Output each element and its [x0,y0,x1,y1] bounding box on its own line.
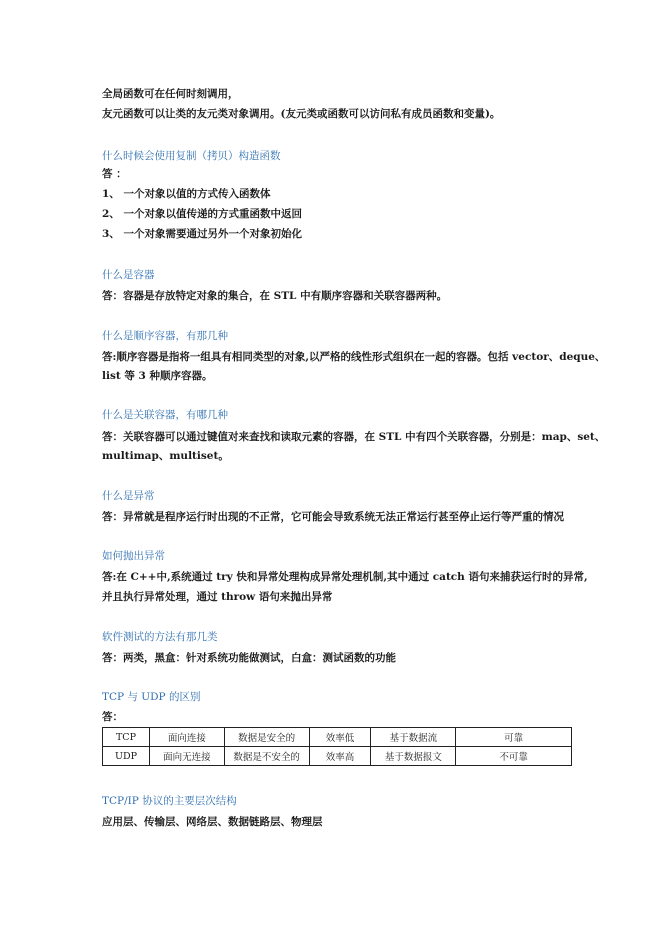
paragraph: list 等 3 种顺序容器。 [102,370,213,382]
paragraph: 答:在 C++中,系统通过 try 快和异常处理构成异常处理机制,其中通过 catch 语句来捕获运行时的异常, [102,571,588,583]
tcp-udp-table [102,727,572,766]
answer-label: 答： [102,711,123,723]
table-row [103,728,572,747]
table-cell: 不可靠 [456,747,572,766]
table-cell: 面向无连接 [149,747,224,766]
paragraph: multimap、multiset。 [102,450,229,462]
list-item: 2、 一个对象以值传递的方式重函数中返回 [102,208,302,220]
paragraph: 答：异常就是程序运行时出现的不正常，它可能会导致系统无法正常运行甚至停止运行等严重的情况 [102,511,564,523]
table-cell: 基于数据报文 [371,747,456,766]
section-heading-associative-container: 什么是关联容器，有哪几种 [102,409,228,421]
table-cell: 数据是安全的 [224,728,309,747]
section-heading-copy-constructor: 什么时候会使用复制（拷贝）构造函数 [102,150,281,162]
table-cell: 效率低 [309,728,371,747]
table-cell: 数据是不安全的 [224,747,309,766]
paragraph: 答：容器是存放特定对象的集合，在 STL 中有顺序容器和关联容器两种。 [102,290,448,302]
table-cell: 效率高 [309,747,371,766]
table-cell: 可靠 [456,728,572,747]
paragraph: 友元函数可以让类的友元类对象调用。(友元类或函数可以访问私有成员函数和变量)。 [102,108,501,120]
list-item: 3、 一个对象需要通过另外一个对象初始化 [102,228,302,240]
table-cell: 面向连接 [149,728,224,747]
paragraph: 并且执行异常处理，通过 throw 语句来抛出异常 [102,591,333,603]
table-row [103,747,572,766]
paragraph: 全局函数可在任何时刻调用， [102,88,239,100]
section-heading-sequence-container: 什么是顺序容器，有那几种 [102,330,228,342]
paragraph: 答:顺序容器是指将一组具有相同类型的对象,以严格的线性形式组织在一起的容器。包括 vector、deque、 [102,351,606,363]
list-item: 1、 一个对象以值的方式传入函数体 [102,188,271,200]
answer-label: 答 ： [102,168,127,180]
section-heading-software-testing: 软件测试的方法有那几类 [102,631,218,643]
table-cell: TCP [103,728,150,747]
paragraph: 答：两类，黑盒：针对系统功能做测试，白盒：测试函数的功能 [102,652,396,664]
table-cell: UDP [103,747,150,766]
paragraph: 答：关联容器可以通过键值对来查找和读取元素的容器，在 STL 中有四个关联容器，分别是：map、set、 [102,431,606,443]
section-heading-tcp-udp: TCP 与 UDP 的区别 [102,691,201,703]
paragraph: 应用层、传输层、网络层、数据链路层、物理层 [102,816,323,828]
section-heading-throw-exception: 如何抛出异常 [102,550,165,562]
section-heading-exception: 什么是异常 [102,490,155,502]
section-heading-tcpip-layers: TCP/IP 协议的主要层次结构 [102,795,237,807]
table-cell: 基于数据流 [371,728,456,747]
section-heading-container: 什么是容器 [102,269,155,281]
